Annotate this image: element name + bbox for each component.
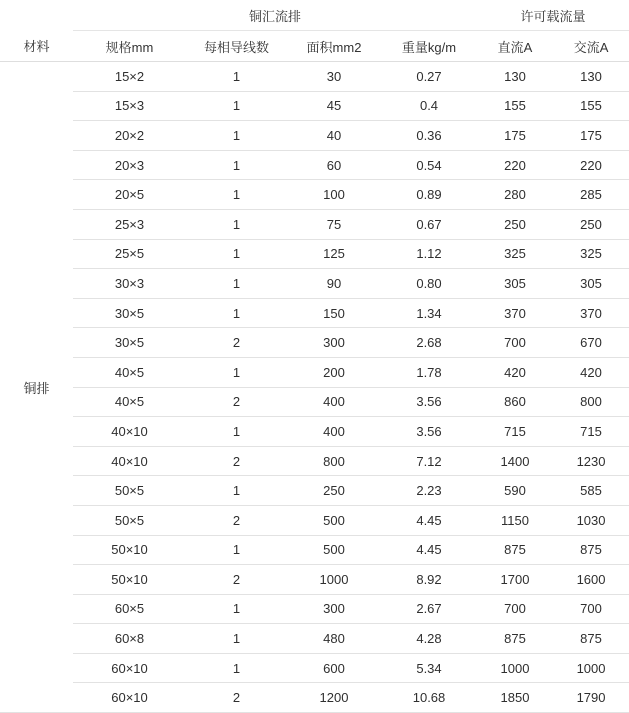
table-row bbox=[0, 180, 629, 210]
material-cell: 铜排 bbox=[0, 62, 73, 713]
cell-ac: 1790 bbox=[553, 683, 629, 713]
cell-conductors: 1 bbox=[186, 476, 287, 506]
cell-ac: 175 bbox=[553, 121, 629, 151]
cell-weight: 4.45 bbox=[381, 535, 477, 565]
cell-spec: 60×5 bbox=[73, 594, 186, 624]
cell-area: 300 bbox=[287, 594, 381, 624]
cell-area: 300 bbox=[287, 328, 381, 358]
cell-dc: 875 bbox=[477, 624, 553, 654]
cell-dc: 1400 bbox=[477, 446, 553, 476]
table-row bbox=[0, 62, 629, 92]
cell-area: 125 bbox=[287, 239, 381, 269]
cell-dc: 250 bbox=[477, 209, 553, 239]
cell-area: 150 bbox=[287, 298, 381, 328]
cell-ac: 285 bbox=[553, 180, 629, 210]
cell-spec: 50×5 bbox=[73, 505, 186, 535]
cell-ac: 1030 bbox=[553, 505, 629, 535]
column-header-material: 材料 bbox=[0, 31, 73, 62]
table-row bbox=[0, 624, 629, 654]
cell-conductors: 1 bbox=[186, 62, 287, 92]
cell-area: 30 bbox=[287, 62, 381, 92]
cell-weight: 2.67 bbox=[381, 594, 477, 624]
cell-conductors: 2 bbox=[186, 328, 287, 358]
table-row bbox=[0, 683, 629, 713]
cell-conductors: 1 bbox=[186, 269, 287, 299]
cell-dc: 1700 bbox=[477, 565, 553, 595]
table-row bbox=[0, 565, 629, 595]
cell-ac: 875 bbox=[553, 535, 629, 565]
cell-weight: 0.80 bbox=[381, 269, 477, 299]
cell-spec: 50×10 bbox=[73, 535, 186, 565]
cell-spec: 20×3 bbox=[73, 150, 186, 180]
cell-ac: 1000 bbox=[553, 653, 629, 683]
group-header-row bbox=[0, 0, 629, 31]
cell-area: 500 bbox=[287, 535, 381, 565]
table-row bbox=[0, 387, 629, 417]
cell-dc: 700 bbox=[477, 328, 553, 358]
cell-dc: 220 bbox=[477, 150, 553, 180]
cell-area: 90 bbox=[287, 269, 381, 299]
cell-area: 60 bbox=[287, 150, 381, 180]
cell-weight: 0.4 bbox=[381, 91, 477, 121]
cell-spec: 40×10 bbox=[73, 417, 186, 447]
cell-conductors: 2 bbox=[186, 683, 287, 713]
cell-conductors: 1 bbox=[186, 239, 287, 269]
cell-dc: 1000 bbox=[477, 653, 553, 683]
cell-conductors: 1 bbox=[186, 653, 287, 683]
cell-spec: 30×3 bbox=[73, 269, 186, 299]
cell-weight: 0.27 bbox=[381, 62, 477, 92]
cell-weight: 0.89 bbox=[381, 180, 477, 210]
cell-dc: 325 bbox=[477, 239, 553, 269]
cell-ac: 800 bbox=[553, 387, 629, 417]
table-row bbox=[0, 298, 629, 328]
cell-weight: 1.34 bbox=[381, 298, 477, 328]
cell-area: 75 bbox=[287, 209, 381, 239]
table-row bbox=[0, 653, 629, 683]
cell-conductors: 1 bbox=[186, 209, 287, 239]
cell-conductors: 1 bbox=[186, 417, 287, 447]
column-header-area: 面积mm2 bbox=[287, 31, 381, 62]
table-row bbox=[0, 476, 629, 506]
table-row bbox=[0, 121, 629, 151]
cell-area: 250 bbox=[287, 476, 381, 506]
cell-dc: 1850 bbox=[477, 683, 553, 713]
cell-conductors: 1 bbox=[186, 121, 287, 151]
cell-area: 1000 bbox=[287, 565, 381, 595]
cell-conductors: 1 bbox=[186, 298, 287, 328]
cell-ac: 670 bbox=[553, 328, 629, 358]
cell-dc: 1150 bbox=[477, 505, 553, 535]
cell-area: 400 bbox=[287, 387, 381, 417]
table-row bbox=[0, 417, 629, 447]
column-header-dc: 直流A bbox=[477, 31, 553, 62]
cell-ac: 325 bbox=[553, 239, 629, 269]
cell-conductors: 1 bbox=[186, 91, 287, 121]
cell-area: 500 bbox=[287, 505, 381, 535]
cell-conductors: 1 bbox=[186, 180, 287, 210]
cell-ac: 1230 bbox=[553, 446, 629, 476]
cell-weight: 3.56 bbox=[381, 417, 477, 447]
cell-spec: 40×5 bbox=[73, 387, 186, 417]
cell-spec: 30×5 bbox=[73, 328, 186, 358]
cell-ac: 700 bbox=[553, 594, 629, 624]
cell-spec: 20×2 bbox=[73, 121, 186, 151]
cell-area: 600 bbox=[287, 653, 381, 683]
cell-weight: 5.34 bbox=[381, 653, 477, 683]
cell-dc: 875 bbox=[477, 535, 553, 565]
cell-spec: 60×8 bbox=[73, 624, 186, 654]
cell-weight: 0.54 bbox=[381, 150, 477, 180]
cell-conductors: 1 bbox=[186, 624, 287, 654]
cell-dc: 700 bbox=[477, 594, 553, 624]
cell-conductors: 2 bbox=[186, 446, 287, 476]
table-row bbox=[0, 91, 629, 121]
column-header-weight: 重量kg/m bbox=[381, 31, 477, 62]
cell-conductors: 2 bbox=[186, 565, 287, 595]
cell-weight: 4.45 bbox=[381, 505, 477, 535]
cell-conductors: 2 bbox=[186, 505, 287, 535]
cell-weight: 8.92 bbox=[381, 565, 477, 595]
cell-area: 40 bbox=[287, 121, 381, 151]
cell-ac: 305 bbox=[553, 269, 629, 299]
cell-conductors: 2 bbox=[186, 387, 287, 417]
cell-dc: 715 bbox=[477, 417, 553, 447]
group-header-left: 铜汇流排 bbox=[73, 0, 477, 31]
cell-ac: 715 bbox=[553, 417, 629, 447]
cell-weight: 1.12 bbox=[381, 239, 477, 269]
table-row bbox=[0, 150, 629, 180]
cell-dc: 175 bbox=[477, 121, 553, 151]
cell-spec: 15×3 bbox=[73, 91, 186, 121]
cell-ac: 370 bbox=[553, 298, 629, 328]
cell-spec: 40×5 bbox=[73, 357, 186, 387]
cell-dc: 590 bbox=[477, 476, 553, 506]
cell-ac: 875 bbox=[553, 624, 629, 654]
cell-ac: 155 bbox=[553, 91, 629, 121]
cell-ac: 585 bbox=[553, 476, 629, 506]
cell-spec: 40×10 bbox=[73, 446, 186, 476]
cell-weight: 4.28 bbox=[381, 624, 477, 654]
cell-area: 45 bbox=[287, 91, 381, 121]
cell-area: 100 bbox=[287, 180, 381, 210]
table-row bbox=[0, 505, 629, 535]
table-row bbox=[0, 535, 629, 565]
cell-weight: 1.78 bbox=[381, 357, 477, 387]
table-row bbox=[0, 328, 629, 358]
cell-area: 400 bbox=[287, 417, 381, 447]
cell-spec: 60×10 bbox=[73, 653, 186, 683]
cell-dc: 130 bbox=[477, 62, 553, 92]
cell-dc: 420 bbox=[477, 357, 553, 387]
cell-weight: 2.68 bbox=[381, 328, 477, 358]
table-row bbox=[0, 269, 629, 299]
cell-weight: 2.23 bbox=[381, 476, 477, 506]
cell-ac: 250 bbox=[553, 209, 629, 239]
table-row bbox=[0, 446, 629, 476]
cell-spec: 50×10 bbox=[73, 565, 186, 595]
cell-spec: 25×3 bbox=[73, 209, 186, 239]
cell-area: 800 bbox=[287, 446, 381, 476]
table-row bbox=[0, 594, 629, 624]
table-row bbox=[0, 209, 629, 239]
cell-spec: 60×10 bbox=[73, 683, 186, 713]
column-header-ac: 交流A bbox=[553, 31, 629, 62]
cell-ac: 220 bbox=[553, 150, 629, 180]
cell-weight: 0.36 bbox=[381, 121, 477, 151]
cell-weight: 0.67 bbox=[381, 209, 477, 239]
cell-weight: 3.56 bbox=[381, 387, 477, 417]
column-header-spec: 规格mm bbox=[73, 31, 186, 62]
cell-ac: 130 bbox=[553, 62, 629, 92]
cell-spec: 30×5 bbox=[73, 298, 186, 328]
cell-conductors: 1 bbox=[186, 535, 287, 565]
cell-weight: 7.12 bbox=[381, 446, 477, 476]
table-row bbox=[0, 239, 629, 269]
cell-conductors: 1 bbox=[186, 594, 287, 624]
cell-dc: 860 bbox=[477, 387, 553, 417]
group-header-spacer bbox=[0, 0, 73, 31]
cell-ac: 1600 bbox=[553, 565, 629, 595]
cell-area: 480 bbox=[287, 624, 381, 654]
cell-area: 1200 bbox=[287, 683, 381, 713]
cell-dc: 370 bbox=[477, 298, 553, 328]
cell-dc: 280 bbox=[477, 180, 553, 210]
cell-ac: 420 bbox=[553, 357, 629, 387]
cell-weight: 10.68 bbox=[381, 683, 477, 713]
cell-dc: 155 bbox=[477, 91, 553, 121]
group-header-right: 许可载流量 bbox=[477, 0, 629, 31]
column-header-conductors: 每相导线数 bbox=[186, 31, 287, 62]
cell-spec: 50×5 bbox=[73, 476, 186, 506]
cell-spec: 15×2 bbox=[73, 62, 186, 92]
cell-area: 200 bbox=[287, 357, 381, 387]
table-row bbox=[0, 357, 629, 387]
cell-spec: 20×5 bbox=[73, 180, 186, 210]
cell-conductors: 1 bbox=[186, 357, 287, 387]
cell-dc: 305 bbox=[477, 269, 553, 299]
column-header-row bbox=[0, 31, 629, 62]
cell-conductors: 1 bbox=[186, 150, 287, 180]
cell-spec: 25×5 bbox=[73, 239, 186, 269]
